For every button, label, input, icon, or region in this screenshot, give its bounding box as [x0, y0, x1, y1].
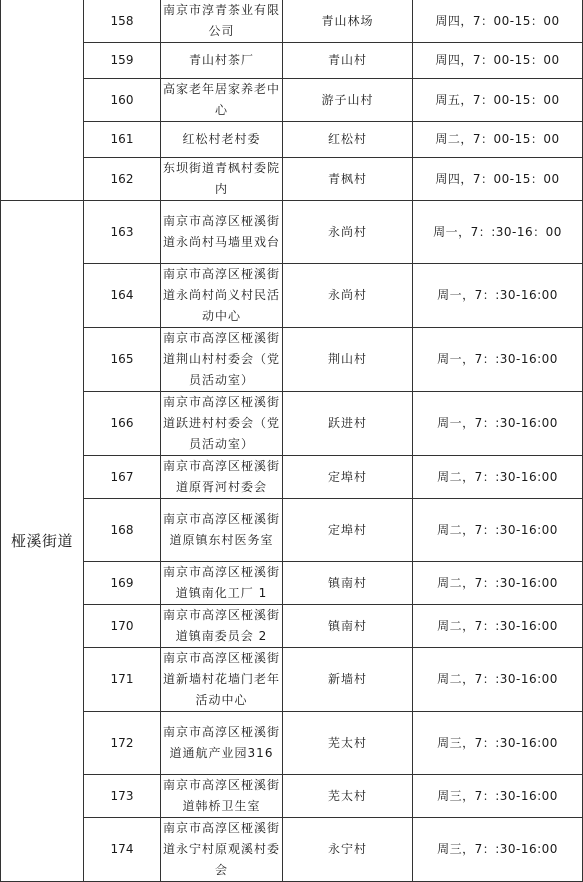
table-row: [1, 43, 583, 79]
table-row: [1, 499, 583, 562]
row-number: 160: [84, 79, 161, 122]
location-cell: 红松村老村委: [161, 122, 283, 158]
time-cell: 周一，7：:30-16:00: [413, 392, 583, 456]
location-cell: 青山村茶厂: [161, 43, 283, 79]
village-cell: 永尚村: [283, 264, 413, 328]
district-cell: 桠溪街道: [1, 201, 84, 882]
village-cell: 永宁村: [283, 818, 413, 882]
time-cell: 周一，7：:30-16：00: [413, 201, 583, 264]
row-number: 165: [84, 328, 161, 392]
village-cell: 跃进村: [283, 392, 413, 456]
table-row: [1, 775, 583, 818]
table-row: [1, 392, 583, 456]
location-cell: 南京市高淳区桠溪街道镇南化工厂 1: [161, 562, 283, 605]
row-number: 169: [84, 562, 161, 605]
table-row: [1, 648, 583, 712]
village-cell: 永尚村: [283, 201, 413, 264]
time-cell: 周二，7：:30-16:00: [413, 562, 583, 605]
village-cell: 镇南村: [283, 562, 413, 605]
time-cell: 周五，7：00-15：00: [413, 79, 583, 122]
location-cell: 南京市高淳区桠溪街道荆山村村委会（党员活动室）: [161, 328, 283, 392]
location-cell: 南京市高淳区桠溪街道韩桥卫生室: [161, 775, 283, 818]
village-cell: 新墙村: [283, 648, 413, 712]
table-row: [1, 158, 583, 201]
time-cell: 周四，7：00-15：00: [413, 43, 583, 79]
location-cell: 南京市高淳区桠溪街道原镇东村医务室: [161, 499, 283, 562]
village-cell: 青枫村: [283, 158, 413, 201]
time-cell: 周二，7：00-15：00: [413, 122, 583, 158]
district-cell: [1, 0, 84, 201]
time-cell: 周二，7：:30-16:00: [413, 456, 583, 499]
time-cell: 周二，7：:30-16:00: [413, 499, 583, 562]
village-cell: 荆山村: [283, 328, 413, 392]
row-number: 166: [84, 392, 161, 456]
time-cell: 周二，7：:30-16:00: [413, 648, 583, 712]
time-cell: 周三，7：:30-16:00: [413, 775, 583, 818]
row-number: 159: [84, 43, 161, 79]
village-cell: 游子山村: [283, 79, 413, 122]
village-cell: 红松村: [283, 122, 413, 158]
row-number: 172: [84, 712, 161, 775]
row-number: 163: [84, 201, 161, 264]
location-cell: 南京市高淳区桠溪街道永宁村原观溪村委会: [161, 818, 283, 882]
row-number: 168: [84, 499, 161, 562]
time-cell: 周三，7：:30-16:00: [413, 712, 583, 775]
table-row: [1, 328, 583, 392]
table-row: [1, 264, 583, 328]
village-cell: 定埠村: [283, 499, 413, 562]
location-cell: 南京市高淳区桠溪街道通航产业园316: [161, 712, 283, 775]
location-cell: 南京市高淳区桠溪街道永尚村马墙里戏台: [161, 201, 283, 264]
location-cell: 南京市高淳区桠溪街道镇南委员会 2: [161, 605, 283, 648]
table-row: [1, 562, 583, 605]
table-row: [1, 605, 583, 648]
row-number: 167: [84, 456, 161, 499]
village-cell: 芜太村: [283, 775, 413, 818]
row-number: 174: [84, 818, 161, 882]
row-number: 164: [84, 264, 161, 328]
location-cell: 南京市高淳区桠溪街道永尚村尚义村民活动中心: [161, 264, 283, 328]
row-number: 173: [84, 775, 161, 818]
location-cell: 南京市高淳区桠溪街道新墙村花墙门老年活动中心: [161, 648, 283, 712]
village-cell: 定埠村: [283, 456, 413, 499]
location-cell: 高家老年居家养老中心: [161, 79, 283, 122]
time-cell: 周一，7：:30-16:00: [413, 328, 583, 392]
table-row: [1, 122, 583, 158]
table-row: [1, 0, 583, 43]
village-cell: 芜太村: [283, 712, 413, 775]
time-cell: 周三，7：:30-16:00: [413, 818, 583, 882]
time-cell: 周四，7：00-15：00: [413, 158, 583, 201]
time-cell: 周一，7：:30-16:00: [413, 264, 583, 328]
location-cell: 东坝街道青枫村委院内: [161, 158, 283, 201]
time-cell: 周二，7：:30-16:00: [413, 605, 583, 648]
location-cell: 南京市淳青茶业有限公司: [161, 0, 283, 43]
location-cell: 南京市高淳区桠溪街道原胥河村委会: [161, 456, 283, 499]
table-row: [1, 79, 583, 122]
location-cell: 南京市高淳区桠溪街道跃进村村委会（党员活动室）: [161, 392, 283, 456]
table-row: [1, 712, 583, 775]
table-row: [1, 818, 583, 882]
row-number: 171: [84, 648, 161, 712]
time-cell: 周四，7：00-15：00: [413, 0, 583, 43]
schedule-table-body: [1, 0, 583, 882]
table-row: [1, 201, 583, 264]
village-cell: 青山村: [283, 43, 413, 79]
row-number: 170: [84, 605, 161, 648]
village-cell: 镇南村: [283, 605, 413, 648]
row-number: 161: [84, 122, 161, 158]
row-number: 158: [84, 0, 161, 43]
table-row: [1, 456, 583, 499]
village-cell: 青山林场: [283, 0, 413, 43]
row-number: 162: [84, 158, 161, 201]
